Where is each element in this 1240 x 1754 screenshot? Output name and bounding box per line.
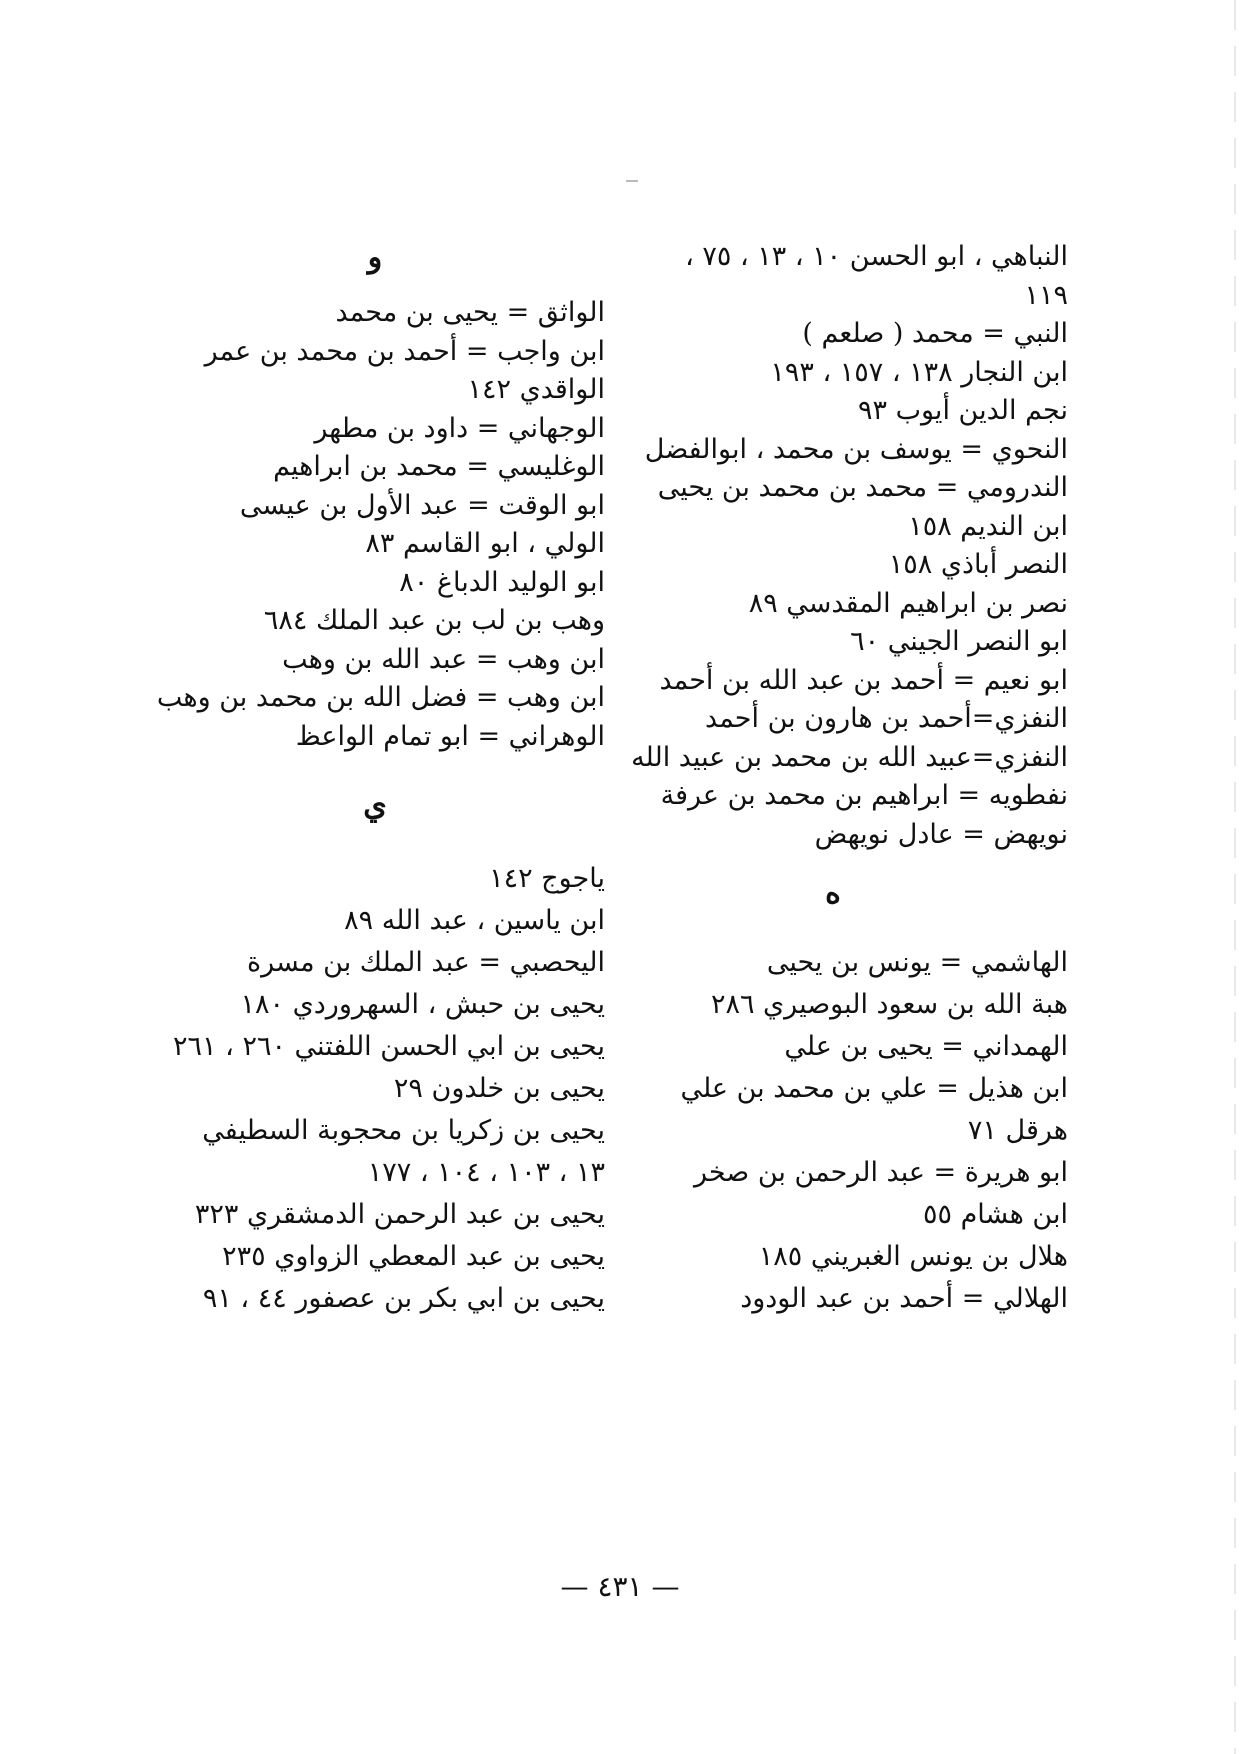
index-entry: النبي = محمد ( صلعم ) [802,318,1068,349]
spacer [145,846,605,858]
index-entry: نجم الدين أيوب ٩٣ [857,395,1068,426]
spacer [598,924,1068,942]
scan-mark [626,180,638,182]
index-entry: الواقدي ١٤٢ [467,374,605,405]
index-entry: وهب بن لب بن عبد الملك ٦٨٤ [263,605,605,636]
index-entry: ١١٩ [1024,279,1068,311]
index-entry: يحيى بن عبد الرحمن الدمشقري ٣٢٣ [194,1199,605,1230]
index-entry: الوجهاني = داود بن مطهر [314,412,605,444]
section-heading-ya: ي [363,788,387,823]
index-entry: الندرومي = محمد بن محمد بن يحيى [657,472,1068,503]
index-entry: يحيى بن خلدون ٢٩ [393,1073,605,1104]
index-entry: ابن النجار ١٣٨ ، ١٥٧ ، ١٩٣ [770,356,1068,388]
index-entry: ابو النصر الجيني ٦٠ [850,626,1068,657]
index-entry: هرقل ٧١ [967,1115,1068,1146]
section-heading-waw: و [367,240,383,275]
index-entry: الهاشمي = يونس بن يحيى [766,947,1068,978]
index-entry: ابو الوليد الدباغ ٨٠ [399,566,605,598]
index-entry: اليحصبي = عبد الملك بن مسرة [246,947,605,978]
index-entry: نصر بن ابراهيم المقدسي ٨٩ [748,587,1068,619]
index-entry: الهلالي = أحمد بن عبد الودود [740,1283,1068,1314]
index-entry: ١٣ ، ١٠٣ ، ١٠٤ ، ١٧٧ [367,1157,605,1188]
index-entry: يحيى بن حبش ، السهروردي ١٨٠ [240,989,605,1020]
index-entry: يحيى بن ابي بكر بن عصفور ٤٤ ، ٩١ [202,1283,605,1314]
index-entry: الوغليسي = محمد بن ابراهيم [273,451,605,482]
index-entry: ابن هشام ٥٥ [922,1199,1068,1230]
index-entry: ابن وهب = عبد الله بن وهب [282,643,605,675]
index-entry: الهمداني = يحيى بن علي [784,1031,1068,1062]
index-entry: ابن ياسين ، عبد الله ٨٩ [344,905,605,936]
section-heading-ha: ه [825,876,841,911]
scan-edge [1234,0,1236,1754]
index-entry: ابو هريرة = عبد الرحمن بن صخر [693,1157,1068,1188]
index-entry: ياجوج ١٤٢ [489,863,605,894]
index-entry: هلال بن يونس الغبريني ١٨٥ [758,1241,1068,1272]
index-entry: نويهض = عادل نويهض [814,818,1068,850]
index-entry: ابن وهب = فضل الله بن محمد بن وهب [156,682,605,713]
index-entry: ابو نعيم = أحمد بن عبد الله بن أحمد [659,664,1068,696]
index-entry: النباهي ، ابو الحسن ١٠ ، ١٣ ، ٧٥ ، [685,241,1068,272]
index-entry: الواثق = يحيى بن محمد [335,297,605,328]
right-column [598,238,1068,1320]
index-entry: هبة الله بن سعود البوصيري ٢٨٦ [710,989,1068,1020]
index-entry: النفزي=أحمد بن هارون بن أحمد [705,703,1068,734]
index-entry: ابن واجب = أحمد بن محمد بن عمر [204,335,605,367]
left-column [145,238,605,1320]
index-entry: نفطويه = ابراهيم بن محمد بن عرفة [660,780,1068,811]
index-entry: يحيى بن عبد المعطي الزواوي ٢٣٥ [222,1241,605,1272]
index-entry: الولي ، ابو القاسم ٨٣ [365,528,605,559]
index-entry: يحيى بن زكريا بن محجوبة السطيفي [202,1115,605,1146]
page-number: — ٤٣١ — [560,1570,680,1603]
index-entry: النصر أباذي ١٥٨ [888,549,1068,580]
index-entry: النفزي=عبيد الله بن محمد بن عبيد الله [631,741,1068,773]
index-entry: يحيى بن ابي الحسن اللفتني ٢٦٠ ، ٢٦١ [173,1031,605,1062]
index-entry: ابن هذيل = علي بن محمد بن علي [680,1073,1068,1104]
index-entry: النحوي = يوسف بن محمد ، ابوالفضل [644,433,1068,465]
index-entry: ابو الوقت = عبد الأول بن عيسى [239,489,605,521]
index-entry: ابن النديم ١٥٨ [908,510,1068,542]
index-entry: الوهراني = ابو تمام الواعظ [295,720,605,752]
